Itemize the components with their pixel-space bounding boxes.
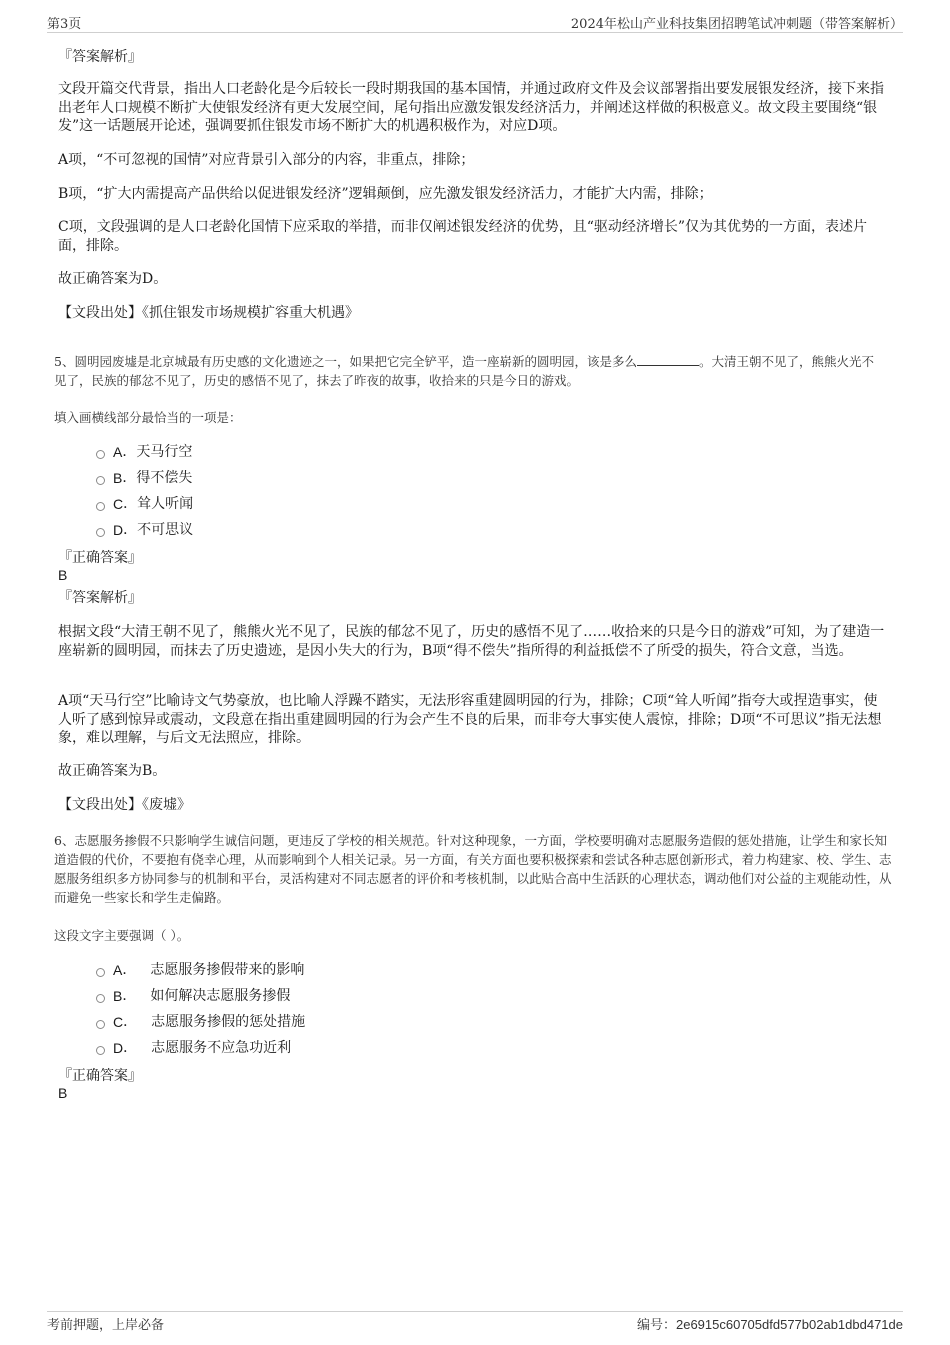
- footer-divider: [47, 1311, 903, 1312]
- q5-option-d-text: 不可思议: [137, 522, 194, 538]
- q6-correct-label: 『正确答案』: [58, 1068, 142, 1084]
- q6-option-c-text: 志愿服务掺假的惩处措施: [151, 1014, 306, 1030]
- radio-icon[interactable]: [96, 1046, 105, 1055]
- page-number: 第3页: [47, 17, 82, 32]
- q5-correct-label: 『正确答案』: [58, 550, 142, 566]
- q5-analysis-text: 根据文段“大清王朝不见了，熊熊火光不见了，民族的郁忿不见了，历史的感悟不见了……收拾来的只是今日的游戏”可知，为了建造一座崭新的圆明园，而抹去了历史遗迹，是因小失大的行为，B项“得不偿失”指所得的利益抵偿不了所受的损失，符合文意，当选。: [58, 624, 885, 659]
- document-code: [637, 1314, 903, 1333]
- q5-conclusion: 故正确答案为B。: [58, 763, 167, 779]
- radio-icon[interactable]: [96, 450, 105, 459]
- q6-option-d[interactable]: D ． 志愿服务不应急功近利: [96, 1039, 291, 1057]
- q4-option-a-analysis: A项，“不可忽视的国情”对应背景引入部分的内容，非重点，排除；: [58, 152, 475, 168]
- q6-option-b-letter: B: [113, 988, 123, 1004]
- q6-option-c-letter: C: [113, 1014, 124, 1030]
- q4-analysis-text: 文段开篇交代背景，指出人口老龄化是今后较长一段时期我国的基本国情，并通过政府文件及会议部署指出要发展银发经济，接下来指出老年人口规模不断扩大使银发经济有更大发展空间，尾句指出应激发银发经济活力，并阐述这样做的积极意义。故文段主要围绕“银发”这一话题展开论述，强调要抓住银发市场不断扩大的机遇积极作为，对应D项。: [58, 81, 884, 134]
- radio-icon[interactable]: [96, 476, 105, 485]
- q5-option-b-letter: B: [113, 470, 123, 486]
- q6-stem: 6、志愿服务掺假不只影响学生诚信问题，更违反了学校的相关规范。针对这种现象，一方面，学校要明确对志愿服务造假的惩处措施，让学生和家长知道造假的代价，不要抱有侥幸心理，从而影响到个人相关记录。另一方面，有关方面也要积极探索和尝试各种志愿创新形式，着力构建家、校、学生、志愿服务组织多方协同参与的机制和平台，灵活构建对不同志愿者的评价和考核机制，以此贴合高中生活跃的心理状态，调动他们对公益的主观能动性，从而避免一些家长和学生走偏路。: [54, 833, 892, 905]
- q6-option-b-text: 如何解决志愿服务掺假: [150, 988, 291, 1004]
- q6-option-a-letter: A: [113, 962, 123, 978]
- radio-icon[interactable]: [96, 502, 105, 511]
- q6-option-a[interactable]: A ． 志愿服务掺假带来的影响: [96, 961, 304, 979]
- q4-option-c-analysis: C项，文段强调的是人口老龄化国情下应采取的举措，而非仅阐述银发经济的优势，且“驱动经济增长”仅为其优势的一方面，表述片面，排除。: [58, 219, 868, 254]
- radio-icon[interactable]: [96, 528, 105, 537]
- radio-icon[interactable]: [96, 994, 105, 1003]
- q4-analysis-label: 『答案解析』: [58, 49, 142, 65]
- radio-icon[interactable]: [96, 968, 105, 977]
- q5-blank: [637, 353, 699, 366]
- q5-stem-part1: 5、圆明园废墟是北京城最有历史感的文化遗迹之一，如果把它完全铲平，造一座崭新的圆明园，该是多么: [54, 354, 637, 369]
- q5-option-a-letter: A: [113, 444, 123, 460]
- q5-option-c-letter: C: [113, 496, 124, 512]
- q6-option-d-letter: D: [113, 1040, 124, 1056]
- q5-stem-part2: 。大清王朝不见了，熊熊火光不见了，民族的郁忿不见了，历史的感悟不见了，抹去了昨夜的故事，收拾来的只是今日的游戏。: [54, 354, 874, 388]
- q4-conclusion: 故正确答案为D。: [58, 271, 168, 287]
- q5-option-c[interactable]: C ． 耸人听闻: [96, 495, 193, 513]
- q6-option-c[interactable]: C ． 志愿服务掺假的惩处措施: [96, 1013, 305, 1031]
- q5-option-d[interactable]: D ． 不可思议: [96, 521, 193, 539]
- q5-source: 【文段出处】《废墟》: [58, 797, 191, 813]
- q4-source: 【文段出处】《抓住银发市场规模扩容重大机遇》: [58, 305, 359, 321]
- document-code-label: 编号：: [636, 1318, 676, 1333]
- q5-option-a-text: 天马行空: [136, 444, 193, 460]
- q5-option-a[interactable]: A ． 天马行空: [96, 443, 192, 461]
- q6-option-a-text: 志愿服务掺假带来的影响: [150, 962, 305, 978]
- q5-stem: [54, 352, 886, 390]
- q4-option-b-analysis: B项，“扩大内需提高产品供给以促进银发经济”逻辑颠倒，应先激发银发经济活力，才能扩大内需，排除；: [58, 186, 713, 202]
- q5-option-b-text: 得不偿失: [136, 470, 193, 486]
- q5-option-c-text: 耸人听闻: [137, 496, 194, 512]
- radio-icon[interactable]: [96, 1020, 105, 1029]
- q5-correct-answer: B: [58, 567, 68, 583]
- q5-option-d-letter: D: [113, 522, 124, 538]
- document-code-value: 2e6915c60705dfd577b02ab1dbd471de: [675, 1317, 903, 1332]
- header-divider: [47, 32, 903, 33]
- q6-option-b[interactable]: B ． 如何解决志愿服务掺假: [96, 987, 290, 1005]
- q5-analysis-label: 『答案解析』: [58, 590, 142, 606]
- footer-slogan: 考前押题，上岸必备: [47, 1318, 165, 1333]
- q6-option-d-text: 志愿服务不应急功近利: [151, 1040, 292, 1056]
- document-title: 2024年松山产业科技集团招聘笔试冲刺题（带答案解析）: [570, 17, 903, 32]
- q5-prompt: 填入画横线部分最恰当的一项是：: [54, 410, 242, 425]
- q6-correct-answer: B: [58, 1085, 68, 1101]
- q5-option-b[interactable]: B ． 得不偿失: [96, 469, 192, 487]
- q5-options-analysis: A项“天马行空”比喻诗文气势豪放，也比喻人浮躁不踏实，无法形容重建圆明园的行为，排除；C项“耸人听闻”指夸大或捏造事实，使人听了感到惊异或震动，文段意在指出重建圆明园的行为会产生不良的后果，而非夸大事实使人震惊，排除；D项“不可思议”指无法想象，难以理解，与后文无法照应，排除。: [58, 693, 882, 746]
- q6-prompt: 这段文字主要强调（ ）。: [54, 928, 190, 943]
